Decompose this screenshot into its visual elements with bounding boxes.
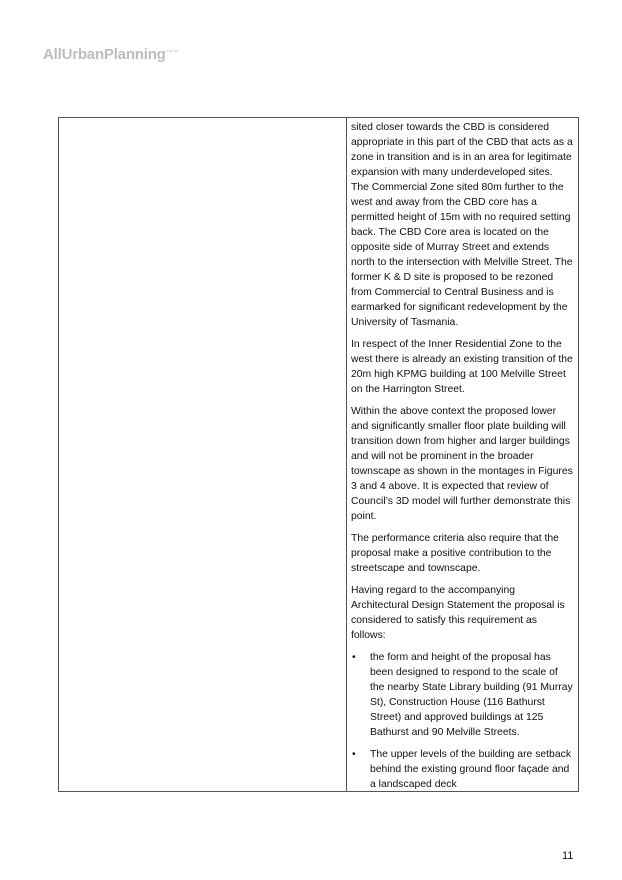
paragraph-design-statement: Having regard to the accompanying Architectural Design Statement the proposal is considered to satisfy this requirement as follows: [351, 585, 565, 641]
bullet-icon: • [352, 749, 356, 760]
paragraph-inner-residential: In respect of the Inner Residential Zone to the west there is already an existing transition of the 20m high KPMG building at 100 Melville Street on the Harrington Street. [351, 339, 573, 395]
assessment-table [58, 117, 579, 792]
paragraph-performance-criteria: The performance criteria also require that the proposal make a positive contribution to the streetscape and townscape. [351, 533, 559, 574]
table-right-cell [351, 120, 573, 799]
list-item [351, 650, 573, 740]
company-logo [43, 46, 178, 63]
list-item-text: the form and height of the proposal has been designed to respond to the scale of the nearby State Library building (91 Murray St), Construction House (116 Bathurst Street) and approved buildings at 125 Bathurst and 90 Melville Streets. [370, 652, 573, 738]
paragraph-zone-transition: sited closer towards the CBD is considered appropriate in this part of the CBD that acts as a zone in transition and is in an area for legitimate expansion with many underdeveloped sites. The Commercial Zone sited 80m further to the west and away from the CBD core has a permitted height of 15m with no required setting back. The CBD Core area is located on the opposite side of Murray Street and extends north to the intersection with Melville Street. The former K & D site is proposed to be rezoned from Commercial to Central Business and is earmarked for significant redevelopment by the University of Tasmania. [351, 122, 573, 328]
column-divider [346, 118, 347, 791]
list-item [351, 747, 573, 792]
logo-text: AllUrbanPlanning [43, 46, 166, 63]
logo-suffix: Pty Ltd [166, 48, 178, 53]
bullet-icon: • [352, 652, 356, 663]
paragraph-context: Within the above context the proposed lower and significantly smaller floor plate building will transition down from higher and larger buildings and will not be prominent in the broader townscape as shown in the montages in Figures 3 and 4 above. It is expected that review of Council’s 3D model will further demonstrate this point. [351, 406, 573, 522]
bullet-list [351, 650, 573, 792]
page-number: 11 [562, 850, 574, 862]
list-item-text: The upper levels of the building are setback behind the existing ground floor façade and a landscaped deck [370, 749, 572, 790]
